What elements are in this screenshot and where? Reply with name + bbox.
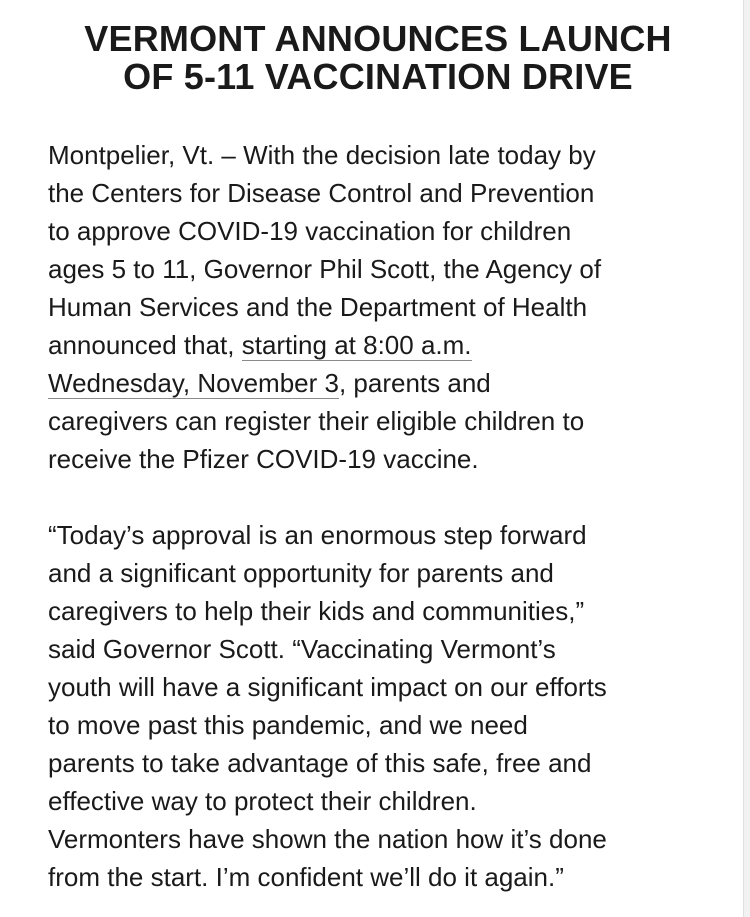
- paragraph-line: and a significant opportunity for parents and: [48, 558, 554, 588]
- paragraph-line: to move past this pandemic, and we need: [48, 710, 528, 740]
- paragraph-line: the Centers for Disease Control and Prevention: [48, 178, 595, 208]
- paragraph-line: Montpelier, Vt. – With the decision late today by: [48, 140, 596, 170]
- headline-line-2: OF 5-11 VACCINATION DRIVE: [123, 56, 633, 97]
- paragraph-line: youth will have a significant impact on our efforts: [48, 672, 607, 702]
- paragraph-line: Vermonters have shown the nation how it’s done: [48, 824, 607, 854]
- scrollbar-edge[interactable]: [743, 0, 750, 917]
- paragraph-line: [48, 364, 708, 402]
- paragraph-line: Human Services and the Department of Health: [48, 292, 588, 322]
- article-headline: [48, 20, 708, 96]
- paragraph-line: ages 5 to 11, Governor Phil Scott, the Agency of: [48, 254, 602, 284]
- paragraph-text: announced that,: [48, 330, 242, 360]
- article: [48, 20, 708, 896]
- paragraph-line: effective way to protect their children.: [48, 786, 477, 816]
- headline-line-1: VERMONT ANNOUNCES LAUNCH: [84, 18, 672, 59]
- article-paragraph-2: [48, 516, 708, 896]
- paragraph-line: caregivers can register their eligible children to: [48, 406, 585, 436]
- paragraph-line: caregivers to help their kids and communities,”: [48, 596, 585, 626]
- paragraph-line: to approve COVID-19 vaccination for children: [48, 216, 572, 246]
- paragraph-line: said Governor Scott. “Vaccinating Vermont’s: [48, 634, 556, 664]
- paragraph-line: from the start. I’m confident we’ll do it again.”: [48, 862, 564, 892]
- date-link-part-1[interactable]: starting at 8:00 a.m.: [241, 330, 472, 360]
- article-paragraph-1: [48, 136, 708, 478]
- paragraph-line: [48, 326, 708, 364]
- paragraph-text: , parents and: [338, 368, 491, 398]
- paragraph-line: receive the Pfizer COVID-19 vaccine.: [48, 444, 479, 474]
- date-link-part-2[interactable]: Wednesday, November 3: [48, 368, 339, 398]
- paragraph-line: “Today’s approval is an enormous step forward: [48, 520, 587, 550]
- paragraph-line: parents to take advantage of this safe, free and: [48, 748, 592, 778]
